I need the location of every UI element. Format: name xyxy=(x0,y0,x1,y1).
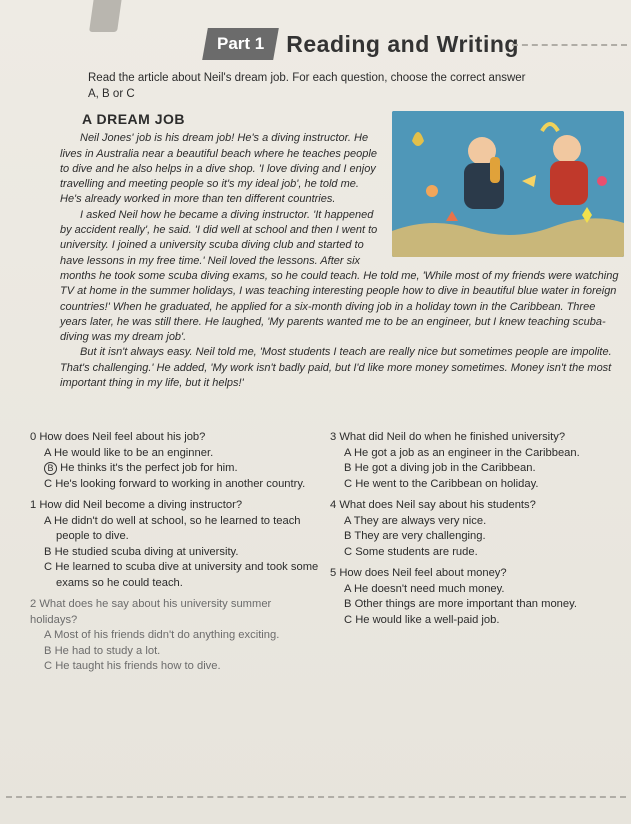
option-b[interactable]: B He studied scuba diving at university. xyxy=(44,545,239,558)
question-stem: 1 How did Neil become a diving instructor? xyxy=(30,499,243,511)
question-2 xyxy=(30,597,320,675)
decorative-number-shape xyxy=(89,0,123,32)
question-stem: 4 What does Neil say about his students? xyxy=(330,499,536,511)
option-a[interactable]: A He would like to be an enginner. xyxy=(44,446,214,459)
selected-answer-mark: B xyxy=(44,462,57,475)
question-0 xyxy=(30,430,320,492)
section-title: Reading and Writing xyxy=(286,30,519,57)
option-c[interactable]: C He learned to scuba dive at university and took some exams so he could teach. xyxy=(44,561,319,589)
question-stem: 2 What does he say about his university summer holidays? xyxy=(30,598,272,626)
option-c[interactable]: C He went to the Caribbean on holiday. xyxy=(344,477,539,490)
question-3 xyxy=(330,430,620,492)
option-a[interactable]: A He doesn't need much money. xyxy=(344,582,505,595)
question-stem: 5 How does Neil feel about money? xyxy=(330,567,507,579)
header-divider xyxy=(512,44,627,46)
option-b[interactable]: B He got a diving job in the Caribbean. xyxy=(344,462,536,474)
article-title: A DREAM JOB xyxy=(82,111,185,127)
option-a[interactable]: A Most of his friends didn't do anything exciting. xyxy=(44,629,280,641)
option-b[interactable]: B He had to study a lot. xyxy=(44,644,161,657)
question-stem: 3 What did Neil do when he finished university? xyxy=(330,431,566,443)
instructions-line: A, B or C xyxy=(88,88,135,100)
section-header xyxy=(205,24,519,64)
question-1 xyxy=(30,498,320,591)
questions-left-column xyxy=(30,430,320,681)
questions-right-column xyxy=(330,430,620,634)
instructions-line: Read the article about Neil's dream job. For each question, choose the correct answer xyxy=(88,72,526,84)
option-b-selected[interactable]: B He thinks it's the perfect job for him. xyxy=(44,461,320,477)
footer-divider xyxy=(6,796,626,798)
diving-illustration xyxy=(392,111,624,257)
article-paragraph: Neil Jones' job is his dream job! He's a diving instructor. He lives in Australia near a beautiful beach where he teaches people to dive and he also helps in a dive shop. 'I love diving and I enjoy travelling and meeting people so it's my ideal job', he told me. He's already worked in more than ten different countries. xyxy=(60,132,377,206)
option-c[interactable]: C He would like a well-paid job. xyxy=(344,613,500,626)
question-5 xyxy=(330,566,620,628)
part-badge: Part 1 xyxy=(202,28,279,60)
article-paragraph: But it isn't always easy. Neil told me, 'Most students I teach are really nice but sometimes people are impolite. That's challenging.' He added, 'My work isn't badly paid, but I'd like more money sometimes. Money isn't the most important thing in my life, but it helps!' xyxy=(60,346,612,390)
option-b[interactable]: B They are very challenging. xyxy=(344,530,486,542)
option-a[interactable]: A They are always very nice. xyxy=(344,514,487,527)
option-c[interactable]: C He taught his friends how to dive. xyxy=(44,660,221,672)
option-a[interactable]: A He got a job as an engineer in the Caribbean. xyxy=(344,446,580,459)
option-c[interactable]: C Some students are rude. xyxy=(344,545,478,558)
instructions xyxy=(88,70,608,102)
option-c[interactable]: C He's looking forward to working in another country. xyxy=(44,477,306,490)
underwater-scene-icon xyxy=(392,111,624,257)
question-stem: 0 How does Neil feel about his job? xyxy=(30,431,206,443)
article xyxy=(60,112,620,391)
question-4 xyxy=(330,498,620,560)
option-b[interactable]: B Other things are more important than money. xyxy=(344,598,577,610)
article-paragraph: I asked Neil how he became a diving instructor. 'It happened by accident really', he said. 'I did well at school and then I went to university. I joined a university scuba diving club and started to have lessons in my free time.' Neil loved the lessons. After six months he took some scuba diving exams, so he could teach. He told me, 'While most of my friends were watching TV at home in the summer holidays, I was teaching interesting people how to dive in beautiful blue water in foreign countries!' When he graduated, he applied for a six-month diving job in a holiday town in the Caribbean. Three years later, he was still there. He laughed, 'My parents wanted me to be an engineer, but I knew teaching scuba-diving was my dream job'. xyxy=(60,208,619,344)
option-a[interactable]: A He didn't do well at school, so he learned to teach people to dive. xyxy=(44,514,301,542)
